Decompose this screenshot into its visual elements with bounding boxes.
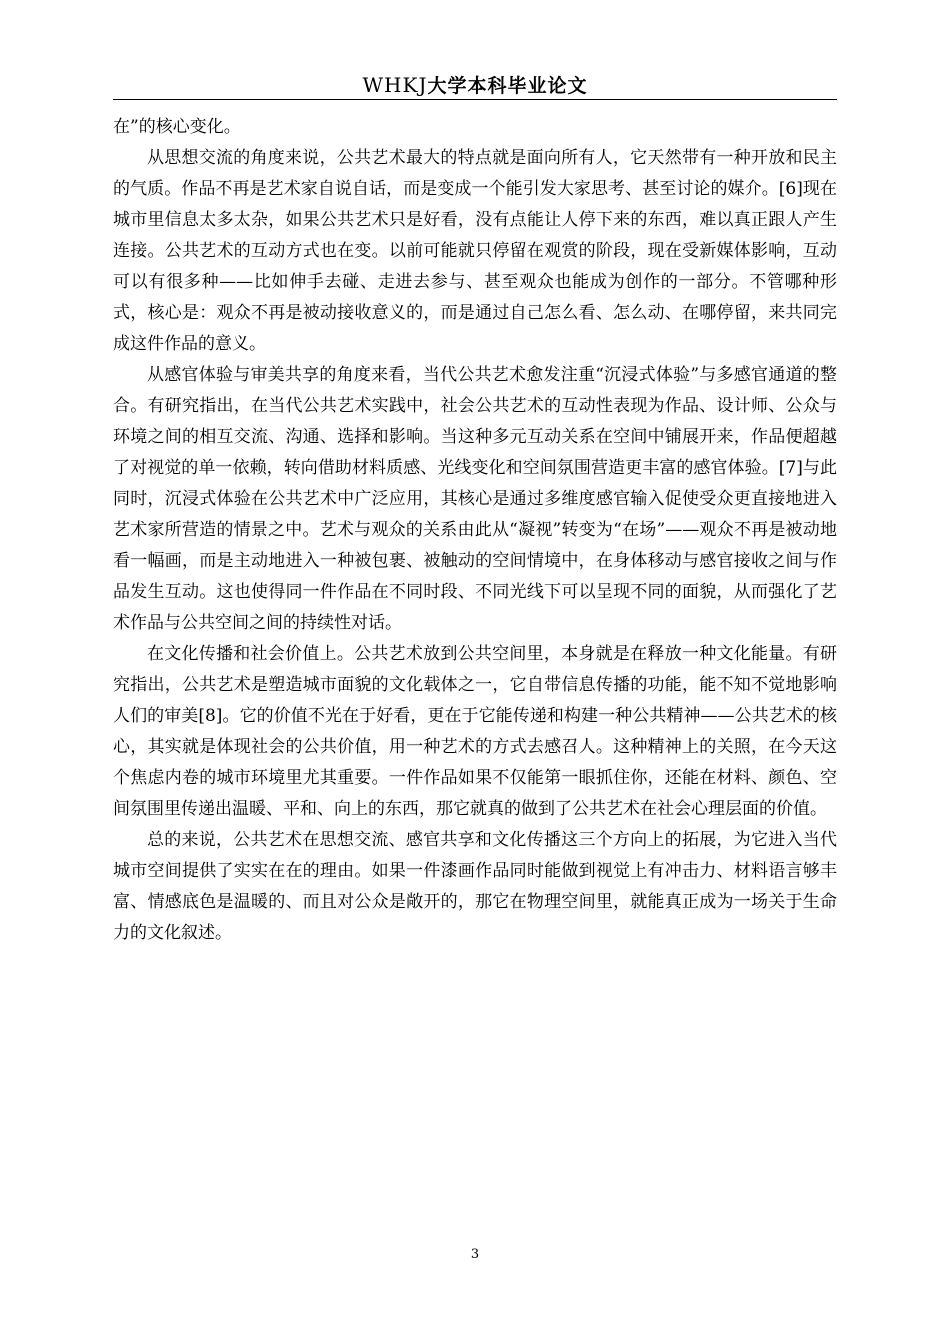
paragraph-conclusion: 总的来说，公共艺术在思想交流、感官共享和文化传播这三个方向上的拓展，为它进入当代城市空间提供了实实在在的理由。如果一件漆画作品同时能做到视觉上有冲击力、材料语言够丰富、情感底色是温暖的、而且对公众是敞开的，那它在物理空间里，就能真正成为一场关于生命力的文化叙述。 <box>113 830 837 943</box>
header-title: 大学本科毕业论文 <box>427 75 588 97</box>
header-code: WHKJ <box>362 73 428 97</box>
paragraph-sensory-experience: 从感官体验与审美共享的角度来看，当代公共艺术愈发注重“沉浸式体验”与多感官通道的整合。有研究指出，在当代公共艺术实践中，社会公共艺术的互动性表现为作品、设计师、公众与环境之间的相互交流、沟通、选择和影响。当这种多元互动关系在空间中铺展开来，作品便超越了对视觉的单一依赖，转向借助材料质感、光线变化和空间氛围营造更丰富的感官体验。[7]与此同时，沉浸式体验在公共艺术中广泛应用，其核心是通过多维度感官输入促使受众更直接地进入艺术家所营造的情景之中。艺术与观众的关系由此从“凝视”转变为“在场”——观众不再是被动地看一幅画，而是主动地进入一种被包裹、被触动的空间情境中，在身体移动与感官接收之间与作品发生互动。这也使得同一件作品在不同时段、不同光线下可以呈现不同的面貌，从而强化了艺术作品与公共空间之间的持续性对话。 <box>113 365 837 633</box>
page-number: 3 <box>470 1247 480 1262</box>
page-header <box>113 70 837 100</box>
paragraph-cultural-value: 在文化传播和社会价值上。公共艺术放到公共空间里，本身就是在释放一种文化能量。有研究指出，公共艺术是塑造城市面貌的文化载体之一，它自带信息传播的功能，能不知不觉地影响人们的审美[8]。它的价值不光在于好看，更在于它能传递和构建一种公共精神——公共艺术的核心，其实就是体现社会的公共价值，用一种艺术的方式去感召人。这种精神上的关照，在今天这个焦虑内卷的城市环境里尤其重要。一件作品如果不仅能第一眼抓住你，还能在材料、颜色、空间氛围里传递出温暖、平和、向上的东西，那它就真的做到了公共艺术在社会心理层面的价值。 <box>113 644 837 819</box>
body-text <box>113 112 837 949</box>
paragraph-idea-exchange: 从思想交流的角度来说，公共艺术最大的特点就是面向所有人，它天然带有一种开放和民主的气质。作品不再是艺术家自说自话，而是变成一个能引发大家思考、甚至讨论的媒介。[6]现在城市里信息太多太杂，如果公共艺术只是好看，没有点能让人停下来的东西，难以真正跟人产生连接。公共艺术的互动方式也在变。以前可能就只停留在观赏的阶段，现在受新媒体影响，互动可以有很多种——比如伸手去碰、走进去参与、甚至观众也能成为创作的一部分。不管哪种形式，核心是：观众不再是被动接收意义的，而是通过自己怎么看、怎么动、在哪停留，来共同完成这件作品的意义。 <box>113 148 837 354</box>
paragraph-continuation: 在”的核心变化。 <box>113 117 241 137</box>
header-divider <box>113 99 837 100</box>
